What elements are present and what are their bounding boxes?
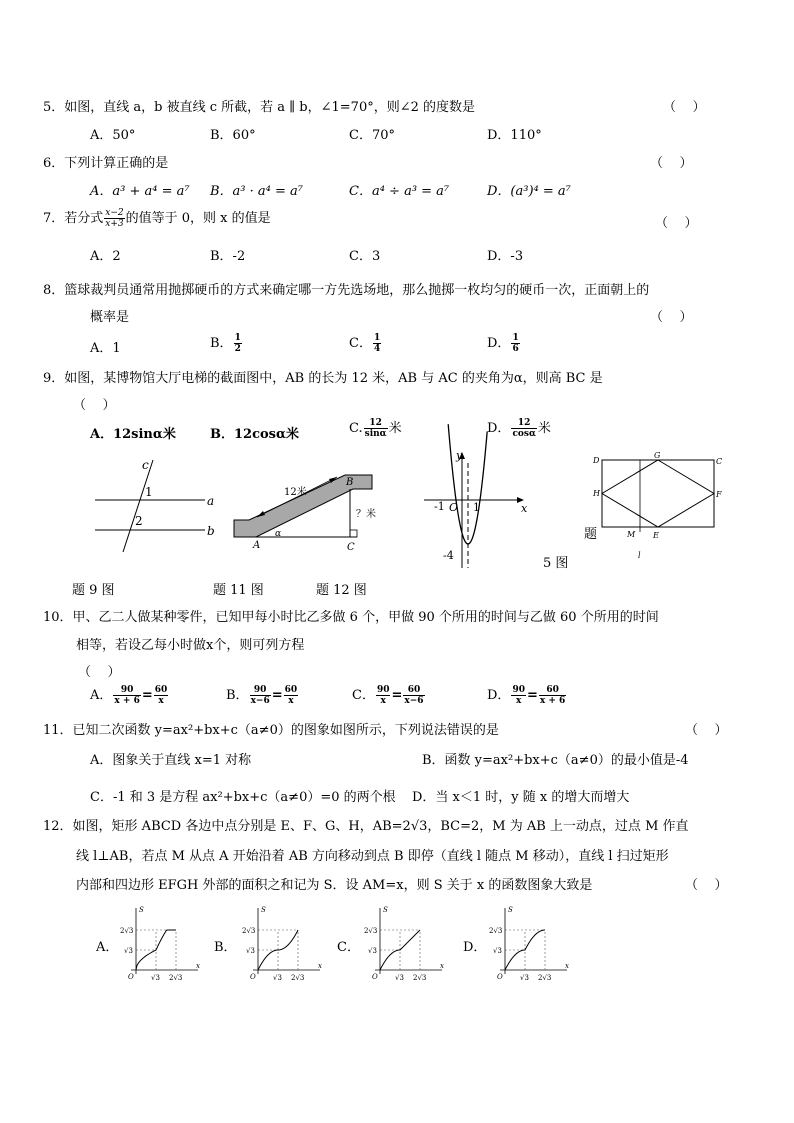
q11-option-c: C．-1 和 3 是方程 ax²+bx+c（a≠0）=0 的两个根: [90, 790, 396, 805]
label-x: x: [318, 962, 322, 970]
label-x: x: [565, 962, 569, 970]
q9-option-d: [487, 417, 551, 439]
q9-answer-paren: （ ）: [73, 398, 116, 413]
q10-answer-paren: （ ）: [78, 665, 121, 680]
fig4-label-l: l: [638, 551, 641, 560]
q9-frac-c: [364, 418, 388, 439]
q12-line1: 12．如图，矩形 ABCD 各边中点分别是 E、F、G、H，AB=2√3，BC=2，M 为 AB 上一动点，过点 M 作直: [43, 819, 689, 834]
caption-fig12: 题 12 图: [316, 583, 367, 598]
label-y-2root3: 2√3: [120, 927, 134, 935]
q7-fraction: [104, 208, 124, 229]
q10-label-d: D．: [487, 688, 511, 703]
q10-stem-line1: 10．甲、乙二人做某种零件，已知甲每小时比乙多做 6 个，甲做 90 个所用的时间与乙做 60 个所用的时间: [43, 610, 659, 625]
q8-label-a: A．: [90, 341, 113, 356]
parabola-curve: [448, 424, 487, 544]
q5-option-b: B．60°: [210, 128, 256, 143]
q10-b-rd: x: [288, 696, 294, 706]
q9-c-den: sinα: [364, 429, 387, 439]
label-origin: O: [497, 973, 503, 981]
q12-answer-paren: （ ）: [685, 878, 728, 893]
q9-frac-d: [511, 418, 536, 439]
q5-option-c: C．70°: [349, 128, 395, 143]
q12-graph-d: [487, 900, 572, 985]
q8-option-d: [487, 332, 521, 354]
label-x-root3: √3: [273, 974, 282, 982]
q7-answer-paren: （ ）: [655, 216, 698, 231]
fig3-label-x: x: [521, 502, 528, 515]
q9-d-num: 12: [511, 418, 536, 429]
fig1-label-a: a: [207, 494, 215, 508]
fig3-label-origin: O: [449, 501, 459, 514]
fig1-label-b: b: [207, 524, 215, 538]
fig4-label-E: E: [653, 531, 659, 540]
q8-label-d: D．: [487, 336, 511, 351]
label-s: S: [261, 906, 266, 914]
label-x: x: [196, 962, 200, 970]
label-x-2root3: 2√3: [291, 974, 305, 982]
label-x-root3: √3: [395, 974, 404, 982]
label-x-root3: √3: [520, 974, 529, 982]
fig4-label-H: H: [593, 489, 600, 498]
fig2-label-alpha: α: [275, 529, 282, 539]
q10-b-left: [250, 685, 271, 706]
q10-option-d: [487, 684, 567, 706]
q10-c-right: [403, 685, 424, 706]
q6-option-b: B．a³ · a⁴ = a⁷: [210, 184, 303, 199]
q9-d-den: cosα: [512, 429, 536, 439]
fig4-label-D: D: [593, 456, 600, 465]
q8-option-a: [90, 337, 121, 356]
q11-option-d: D．当 x＜1 时，y 随 x 的增大而增大: [412, 790, 630, 805]
q10-c-eq: =: [391, 688, 403, 703]
q9-unit-d: 米: [537, 421, 551, 436]
q8-option-b: [210, 332, 243, 354]
q12-option-a-label: A．: [96, 940, 119, 955]
label-origin: O: [372, 973, 378, 981]
q12-graph-b: [240, 900, 325, 985]
q7-option-b: B．-2: [210, 249, 246, 264]
q7-frac-den: x+3: [105, 219, 124, 229]
q10-b-eq: =: [271, 688, 283, 703]
fig3-label-neg4: -4: [443, 549, 454, 562]
q12-graph-c: [362, 900, 447, 985]
q5-option-d: D．110°: [487, 128, 542, 143]
label-s: S: [508, 906, 513, 914]
caption-fig11: 题 11 图: [213, 583, 264, 598]
q9-stem: 9．如图，某博物馆大厅电梯的截面图中，AB 的长为 12 米，AB 与 AC 的夹角为α，则高 BC 是: [43, 371, 603, 386]
q12-option-b-label: B．: [214, 940, 237, 955]
q8-frac-b: [234, 333, 242, 354]
q8-stem-line1: 8．篮球裁判员通常用抛掷硬币的方式来确定哪一方先选场地，那么抛掷一枚均匀的硬币一次，正面朝上的: [43, 283, 650, 298]
q7-option-a: A．2: [90, 249, 121, 264]
label-origin: O: [128, 973, 134, 981]
fig2-label-A: A: [253, 540, 261, 551]
q12-line2: 线 l⊥AB，若点 M 从点 A 开始沿着 AB 方向移动到点 B 即停（直线 l 随点 M 移动），直线 l 扫过矩形: [76, 849, 669, 864]
fig4-label-F: F: [716, 490, 722, 499]
q8-option-c: [349, 332, 382, 354]
q10-b-ln: 90: [250, 685, 271, 696]
fig1-label-1: 1: [145, 485, 153, 499]
q6-option-a: A．a³ + a⁴ = a⁷: [90, 184, 190, 199]
caption-fig9: 题 9 图: [72, 583, 115, 598]
label-s: S: [383, 906, 388, 914]
right-angle-mark: [350, 530, 357, 537]
fig4-label-G: G: [654, 451, 661, 460]
q10-option-a: [90, 684, 169, 706]
q11-answer-paren: （ ）: [685, 723, 728, 738]
q8-b-den: 2: [234, 344, 241, 354]
q10-label-b: B．: [226, 688, 249, 703]
q11-option-b: B．函数 y=ax²+bx+c（a≠0）的最小值是-4: [422, 753, 689, 768]
q10-b-rn: 60: [284, 685, 298, 695]
q10-c-ld: x: [380, 696, 386, 706]
figure-rectangle-rhombus: [580, 450, 730, 570]
label-x-2root3: 2√3: [538, 974, 552, 982]
q8-frac-d: [511, 333, 519, 354]
q9-option-a: A．12sinα米: [90, 427, 176, 442]
q10-d-left: [511, 685, 526, 706]
q7-stem: [43, 207, 271, 229]
q12-option-d-label: D．: [463, 940, 487, 955]
q10-c-ln: 90: [376, 685, 390, 695]
label-origin: O: [250, 973, 256, 981]
q10-b-ld: x−6: [250, 696, 270, 706]
q10-a-rn: 60: [154, 685, 168, 695]
label-s: S: [139, 906, 144, 914]
fig4-label-C: C: [716, 457, 723, 466]
q10-a-ld: x + 6: [114, 696, 140, 706]
q11-option-a: A．图象关于直线 x=1 对称: [90, 753, 252, 768]
label-x: x: [440, 962, 444, 970]
fig4-label-M: M: [627, 530, 636, 539]
q10-c-rd: x−6: [404, 696, 424, 706]
q7-option-d: D．-3: [487, 249, 524, 264]
q8-value-a: 1: [112, 341, 121, 356]
q8-label-c: C．: [349, 336, 372, 351]
fig4-caption-fragment: 题: [584, 527, 598, 542]
q10-option-c: [352, 684, 426, 706]
fig1-label-2: 2: [135, 514, 143, 528]
caption-fig5: 5 图: [543, 556, 569, 571]
q9-option-b: B．12cosα米: [210, 427, 299, 442]
q12-line3: 内部和四边形 EFGH 外部的面积之和记为 S．设 AM=x，则 S 关于 x 的函数图象大致是: [76, 878, 593, 893]
q10-a-left: [113, 685, 140, 706]
q5-option-a: A．50°: [90, 128, 136, 143]
label-y-root3: √3: [124, 947, 133, 955]
label-y-root3: √3: [246, 947, 255, 955]
q10-label-c: C．: [352, 688, 375, 703]
q10-a-right: [154, 685, 169, 706]
fig2-length-label: 12米: [284, 487, 307, 498]
fig2-label-C: C: [347, 542, 355, 553]
q8-frac-c: [373, 333, 381, 354]
label-y-2root3: 2√3: [364, 927, 378, 935]
q9-c-num: 12: [364, 418, 388, 429]
q10-b-right: [284, 685, 299, 706]
q6-stem: 6．下列计算正确的是: [43, 156, 169, 171]
q10-a-ln: 90: [113, 685, 140, 696]
q10-d-ld: x: [516, 696, 522, 706]
q10-a-rd: x: [158, 696, 164, 706]
q10-d-rn: 60: [539, 685, 566, 696]
rhombus-efgh: [602, 460, 714, 527]
q9-option-c: [349, 417, 402, 439]
q10-stem-line2: 相等，若设乙每小时做x个，则可列方程: [76, 638, 305, 653]
q7-stem-pre: 7．若分式: [43, 211, 104, 226]
q10-c-rn: 60: [403, 685, 424, 696]
q10-option-b: [226, 684, 299, 706]
label-y-2root3: 2√3: [489, 927, 503, 935]
label-x-2root3: 2√3: [169, 974, 183, 982]
q10-d-eq: =: [526, 688, 538, 703]
q8-d-den: 6: [512, 344, 519, 354]
q9-label-d: D．: [487, 421, 511, 436]
q10-label-a: A．: [90, 688, 113, 703]
q9-unit-c: 米: [388, 421, 402, 436]
figure-parallel-lines: [90, 455, 230, 555]
q8-stem-line2: 概率是: [90, 310, 130, 325]
fig3-label-1: 1: [473, 501, 480, 514]
q5-answer-paren: （ ）: [663, 100, 706, 115]
fig1-label-c: c: [142, 458, 149, 472]
rectangle-abcd: [602, 460, 714, 527]
fig3-label-y: y: [456, 449, 463, 462]
q10-a-eq: =: [141, 688, 153, 703]
q7-stem-post: 的值等于 0，则 x 的值是: [125, 211, 271, 226]
figure-escalator: [232, 462, 377, 557]
line-c: [123, 460, 153, 552]
label-y-root3: √3: [368, 947, 377, 955]
q7-frac-num: x−2: [105, 208, 124, 218]
figure-parabola: [420, 448, 540, 573]
q8-d-num: 1: [512, 333, 519, 343]
q8-label-b: B．: [210, 336, 233, 351]
q10-d-rd: x + 6: [539, 696, 566, 706]
q8-answer-paren: （ ）: [650, 310, 693, 325]
label-x-root3: √3: [151, 974, 160, 982]
q8-b-num: 1: [234, 333, 241, 343]
q8-c-den: 4: [373, 344, 381, 354]
label-y-2root3: 2√3: [242, 927, 256, 935]
label-y-root3: √3: [493, 947, 502, 955]
q8-c-num: 1: [373, 333, 381, 343]
q6-answer-paren: （ ）: [650, 156, 693, 171]
q12-option-c-label: C．: [337, 940, 360, 955]
q6-option-d: D．(a³)⁴ = a⁷: [487, 184, 571, 199]
label-x-2root3: 2√3: [413, 974, 427, 982]
q7-option-c: C．3: [349, 249, 381, 264]
q10-d-ln: 90: [512, 685, 525, 695]
q9-label-c: C.: [349, 421, 363, 436]
q6-option-c: C．a⁴ ÷ a³ = a⁷: [349, 184, 450, 199]
q12-graph-a: [118, 900, 203, 985]
q5-stem: 5．如图，直线 a，b 被直线 c 所截，若 a ∥ b，∠1=70°，则∠2 的度数是: [43, 100, 476, 115]
q11-stem: 11．已知二次函数 y=ax²+bx+c（a≠0）的图象如图所示，下列说法错误的是: [43, 723, 499, 738]
fig2-height-label: ？米: [356, 509, 376, 520]
fig2-label-B: B: [346, 477, 354, 488]
q10-d-right: [539, 685, 566, 706]
q10-c-left: [376, 685, 391, 706]
fig3-label-neg1: -1: [434, 500, 445, 513]
